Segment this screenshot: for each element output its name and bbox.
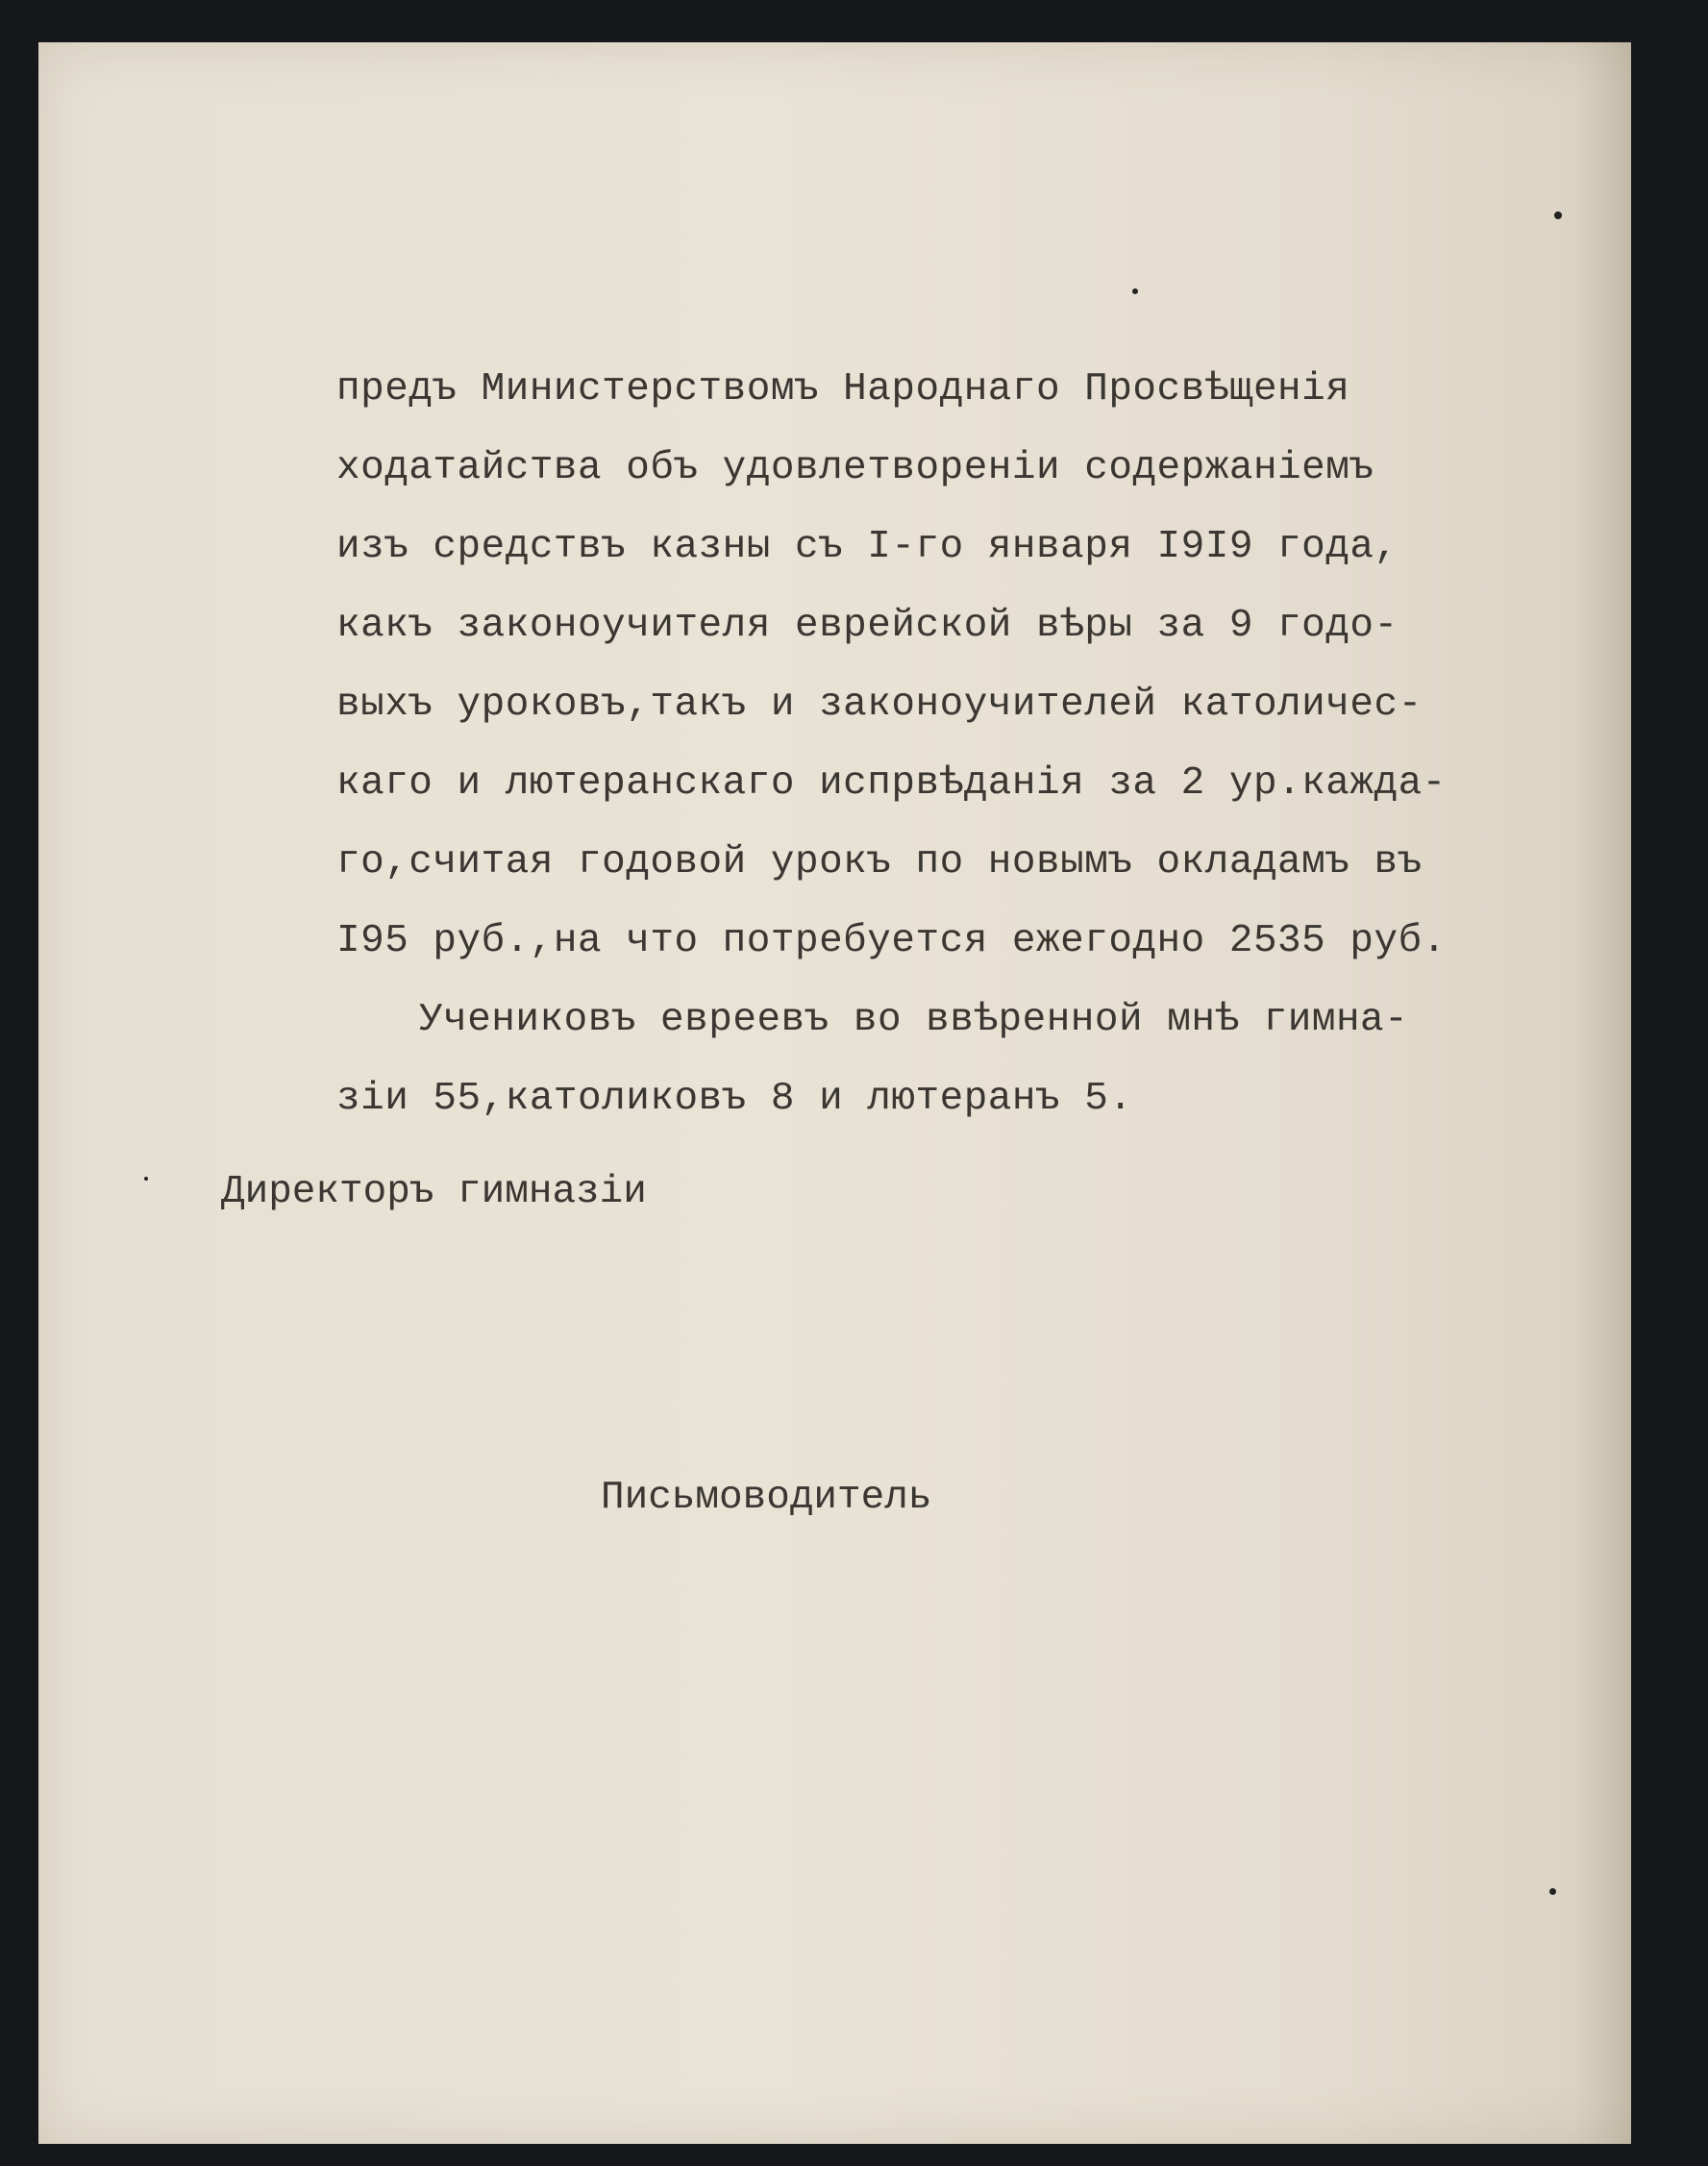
- text-line: какъ законоучителя еврейской вѣры за 9 годо-: [336, 604, 1399, 648]
- page-edge-shadow: [1573, 42, 1631, 2144]
- text-line: го,считая годовой урокъ по новымъ окладамъ въ: [336, 840, 1423, 884]
- ink-speck: [144, 1177, 148, 1181]
- text-line: предъ Министерствомъ Народнаго Просвѣщенія: [336, 367, 1350, 411]
- text-line: I95 руб.,на что потребуется ежегодно 2535 руб.: [336, 919, 1447, 963]
- text-line: изъ средствъ казны съ I-го января I9I9 года,: [336, 525, 1399, 569]
- typed-text-body: [336, 350, 1447, 1138]
- text-line: зіи 55,католиковъ 8 и лютеранъ 5.: [336, 1077, 1133, 1121]
- text-line: каго и лютеранскаго испрвѣданія за 2 ур.кажда-: [336, 761, 1447, 806]
- ink-speck: [1549, 1888, 1556, 1895]
- ink-speck: [1554, 212, 1562, 219]
- clerk-signature-line: Письмоводитель: [601, 1476, 932, 1520]
- text-line-indented: Учениковъ евреевъ во ввѣренной мнѣ гимна-: [419, 998, 1409, 1042]
- text-line: выхъ уроковъ,такъ и законоучителей католичес-: [336, 683, 1423, 727]
- text-line: ходатайства объ удовлетвореніи содержаніемъ: [336, 446, 1374, 490]
- director-signature-line: Директоръ гимназіи: [221, 1170, 647, 1214]
- ink-speck: [1132, 288, 1138, 294]
- document-page: [38, 42, 1631, 2144]
